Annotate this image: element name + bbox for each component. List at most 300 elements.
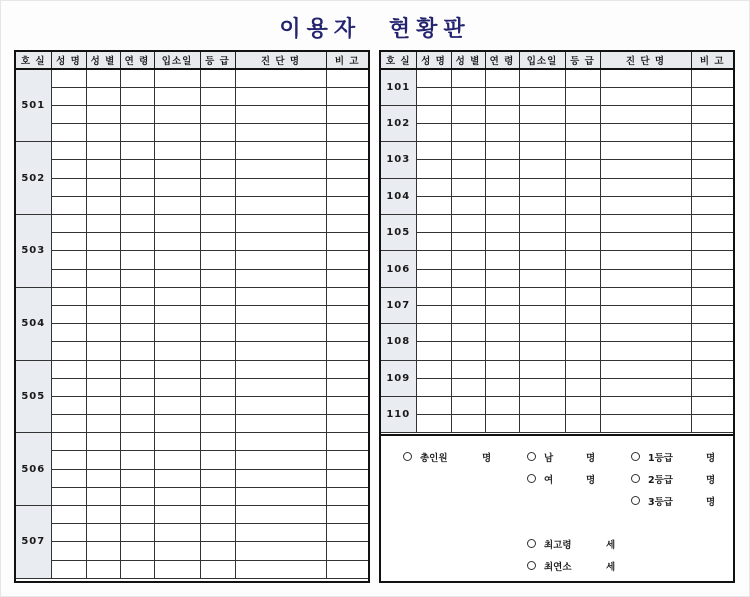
entry-cell[interactable]	[451, 360, 485, 378]
checkbox-circle-icon[interactable]	[527, 474, 536, 483]
entry-cell[interactable]	[120, 360, 154, 378]
entry-cell[interactable]	[86, 305, 120, 323]
checkbox-circle-icon[interactable]	[631, 496, 640, 505]
entry-cell[interactable]	[565, 87, 600, 105]
entry-cell[interactable]	[51, 506, 86, 524]
entry-cell[interactable]	[485, 269, 519, 287]
entry-cell[interactable]	[120, 105, 154, 123]
entry-cell[interactable]	[86, 69, 120, 87]
entry-cell[interactable]	[154, 378, 200, 396]
entry-cell[interactable]	[120, 142, 154, 160]
entry-cell[interactable]	[200, 560, 235, 578]
entry-cell[interactable]	[485, 324, 519, 342]
entry-cell[interactable]	[235, 560, 326, 578]
entry-cell[interactable]	[691, 415, 733, 433]
entry-cell[interactable]	[154, 433, 200, 451]
entry-cell[interactable]	[200, 233, 235, 251]
entry-cell[interactable]	[565, 324, 600, 342]
entry-cell[interactable]	[154, 160, 200, 178]
entry-cell[interactable]	[416, 287, 451, 305]
entry-cell[interactable]	[451, 160, 485, 178]
entry-cell[interactable]	[326, 342, 368, 360]
entry-cell[interactable]	[691, 305, 733, 323]
entry-cell[interactable]	[86, 524, 120, 542]
entry-cell[interactable]	[600, 251, 691, 269]
entry-cell[interactable]	[200, 124, 235, 142]
entry-cell[interactable]	[519, 233, 565, 251]
entry-cell[interactable]	[154, 542, 200, 560]
entry-cell[interactable]	[451, 305, 485, 323]
entry-cell[interactable]	[416, 69, 451, 87]
entry-cell[interactable]	[519, 269, 565, 287]
entry-cell[interactable]	[154, 196, 200, 214]
entry-cell[interactable]	[485, 415, 519, 433]
entry-cell[interactable]	[416, 251, 451, 269]
entry-cell[interactable]	[51, 269, 86, 287]
entry-cell[interactable]	[519, 324, 565, 342]
entry-cell[interactable]	[691, 287, 733, 305]
entry-cell[interactable]	[120, 305, 154, 323]
entry-cell[interactable]	[416, 378, 451, 396]
checkbox-circle-icon[interactable]	[631, 474, 640, 483]
entry-cell[interactable]	[86, 415, 120, 433]
entry-cell[interactable]	[120, 378, 154, 396]
entry-cell[interactable]	[691, 196, 733, 214]
entry-cell[interactable]	[154, 178, 200, 196]
entry-cell[interactable]	[326, 451, 368, 469]
entry-cell[interactable]	[86, 269, 120, 287]
entry-cell[interactable]	[86, 142, 120, 160]
entry-cell[interactable]	[51, 305, 86, 323]
entry-cell[interactable]	[326, 69, 368, 87]
entry-cell[interactable]	[235, 69, 326, 87]
entry-cell[interactable]	[565, 415, 600, 433]
entry-cell[interactable]	[451, 215, 485, 233]
entry-cell[interactable]	[120, 287, 154, 305]
entry-cell[interactable]	[326, 233, 368, 251]
entry-cell[interactable]	[51, 142, 86, 160]
entry-cell[interactable]	[200, 305, 235, 323]
entry-cell[interactable]	[200, 160, 235, 178]
entry-cell[interactable]	[51, 124, 86, 142]
entry-cell[interactable]	[416, 105, 451, 123]
entry-cell[interactable]	[51, 105, 86, 123]
entry-cell[interactable]	[451, 142, 485, 160]
entry-cell[interactable]	[51, 196, 86, 214]
entry-cell[interactable]	[235, 396, 326, 414]
entry-cell[interactable]	[235, 451, 326, 469]
entry-cell[interactable]	[86, 287, 120, 305]
entry-cell[interactable]	[519, 342, 565, 360]
entry-cell[interactable]	[600, 269, 691, 287]
entry-cell[interactable]	[235, 196, 326, 214]
entry-cell[interactable]	[200, 542, 235, 560]
entry-cell[interactable]	[235, 160, 326, 178]
entry-cell[interactable]	[519, 396, 565, 414]
entry-cell[interactable]	[565, 269, 600, 287]
entry-cell[interactable]	[86, 324, 120, 342]
entry-cell[interactable]	[416, 124, 451, 142]
entry-cell[interactable]	[691, 69, 733, 87]
entry-cell[interactable]	[451, 269, 485, 287]
entry-cell[interactable]	[235, 433, 326, 451]
entry-cell[interactable]	[235, 124, 326, 142]
entry-cell[interactable]	[565, 360, 600, 378]
entry-cell[interactable]	[200, 142, 235, 160]
entry-cell[interactable]	[51, 487, 86, 505]
entry-cell[interactable]	[86, 542, 120, 560]
entry-cell[interactable]	[120, 233, 154, 251]
entry-cell[interactable]	[416, 196, 451, 214]
entry-cell[interactable]	[326, 396, 368, 414]
entry-cell[interactable]	[326, 269, 368, 287]
entry-cell[interactable]	[51, 160, 86, 178]
entry-cell[interactable]	[485, 87, 519, 105]
entry-cell[interactable]	[600, 378, 691, 396]
entry-cell[interactable]	[120, 269, 154, 287]
entry-cell[interactable]	[416, 415, 451, 433]
entry-cell[interactable]	[120, 433, 154, 451]
entry-cell[interactable]	[451, 196, 485, 214]
entry-cell[interactable]	[120, 487, 154, 505]
entry-cell[interactable]	[235, 178, 326, 196]
entry-cell[interactable]	[451, 324, 485, 342]
entry-cell[interactable]	[51, 287, 86, 305]
entry-cell[interactable]	[86, 124, 120, 142]
entry-cell[interactable]	[565, 251, 600, 269]
entry-cell[interactable]	[154, 251, 200, 269]
entry-cell[interactable]	[86, 378, 120, 396]
entry-cell[interactable]	[86, 506, 120, 524]
entry-cell[interactable]	[519, 415, 565, 433]
entry-cell[interactable]	[154, 396, 200, 414]
entry-cell[interactable]	[120, 342, 154, 360]
entry-cell[interactable]	[565, 69, 600, 87]
entry-cell[interactable]	[326, 560, 368, 578]
entry-cell[interactable]	[565, 178, 600, 196]
entry-cell[interactable]	[519, 251, 565, 269]
entry-cell[interactable]	[691, 160, 733, 178]
entry-cell[interactable]	[326, 415, 368, 433]
entry-cell[interactable]	[86, 251, 120, 269]
entry-cell[interactable]	[416, 215, 451, 233]
entry-cell[interactable]	[235, 542, 326, 560]
entry-cell[interactable]	[154, 560, 200, 578]
entry-cell[interactable]	[600, 196, 691, 214]
entry-cell[interactable]	[600, 287, 691, 305]
entry-cell[interactable]	[600, 233, 691, 251]
entry-cell[interactable]	[235, 342, 326, 360]
entry-cell[interactable]	[565, 378, 600, 396]
entry-cell[interactable]	[51, 469, 86, 487]
entry-cell[interactable]	[326, 87, 368, 105]
entry-cell[interactable]	[600, 142, 691, 160]
entry-cell[interactable]	[120, 124, 154, 142]
entry-cell[interactable]	[326, 487, 368, 505]
entry-cell[interactable]	[600, 324, 691, 342]
entry-cell[interactable]	[235, 469, 326, 487]
entry-cell[interactable]	[86, 87, 120, 105]
checkbox-circle-icon[interactable]	[527, 452, 536, 461]
entry-cell[interactable]	[485, 196, 519, 214]
entry-cell[interactable]	[200, 324, 235, 342]
entry-cell[interactable]	[200, 487, 235, 505]
entry-cell[interactable]	[86, 360, 120, 378]
entry-cell[interactable]	[51, 360, 86, 378]
entry-cell[interactable]	[120, 215, 154, 233]
entry-cell[interactable]	[485, 378, 519, 396]
entry-cell[interactable]	[416, 324, 451, 342]
entry-cell[interactable]	[451, 178, 485, 196]
entry-cell[interactable]	[416, 360, 451, 378]
entry-cell[interactable]	[154, 305, 200, 323]
entry-cell[interactable]	[326, 524, 368, 542]
entry-cell[interactable]	[51, 396, 86, 414]
entry-cell[interactable]	[691, 324, 733, 342]
entry-cell[interactable]	[154, 360, 200, 378]
entry-cell[interactable]	[51, 560, 86, 578]
entry-cell[interactable]	[235, 287, 326, 305]
entry-cell[interactable]	[519, 69, 565, 87]
entry-cell[interactable]	[86, 396, 120, 414]
entry-cell[interactable]	[326, 305, 368, 323]
entry-cell[interactable]	[519, 87, 565, 105]
entry-cell[interactable]	[691, 215, 733, 233]
entry-cell[interactable]	[485, 251, 519, 269]
entry-cell[interactable]	[154, 487, 200, 505]
entry-cell[interactable]	[51, 87, 86, 105]
entry-cell[interactable]	[86, 342, 120, 360]
entry-cell[interactable]	[154, 142, 200, 160]
entry-cell[interactable]	[416, 396, 451, 414]
entry-cell[interactable]	[235, 269, 326, 287]
entry-cell[interactable]	[326, 105, 368, 123]
entry-cell[interactable]	[154, 69, 200, 87]
entry-cell[interactable]	[51, 342, 86, 360]
entry-cell[interactable]	[86, 433, 120, 451]
entry-cell[interactable]	[451, 251, 485, 269]
entry-cell[interactable]	[86, 560, 120, 578]
entry-cell[interactable]	[451, 342, 485, 360]
entry-cell[interactable]	[416, 178, 451, 196]
entry-cell[interactable]	[51, 524, 86, 542]
entry-cell[interactable]	[451, 378, 485, 396]
entry-cell[interactable]	[485, 178, 519, 196]
entry-cell[interactable]	[200, 469, 235, 487]
entry-cell[interactable]	[416, 269, 451, 287]
entry-cell[interactable]	[200, 360, 235, 378]
checkbox-circle-icon[interactable]	[527, 539, 536, 548]
entry-cell[interactable]	[120, 506, 154, 524]
entry-cell[interactable]	[326, 378, 368, 396]
entry-cell[interactable]	[565, 215, 600, 233]
entry-cell[interactable]	[86, 105, 120, 123]
entry-cell[interactable]	[51, 378, 86, 396]
entry-cell[interactable]	[154, 269, 200, 287]
entry-cell[interactable]	[326, 178, 368, 196]
entry-cell[interactable]	[691, 378, 733, 396]
entry-cell[interactable]	[600, 178, 691, 196]
entry-cell[interactable]	[51, 324, 86, 342]
entry-cell[interactable]	[154, 451, 200, 469]
entry-cell[interactable]	[485, 233, 519, 251]
entry-cell[interactable]	[235, 524, 326, 542]
entry-cell[interactable]	[120, 69, 154, 87]
entry-cell[interactable]	[235, 487, 326, 505]
entry-cell[interactable]	[565, 124, 600, 142]
entry-cell[interactable]	[485, 142, 519, 160]
entry-cell[interactable]	[326, 542, 368, 560]
entry-cell[interactable]	[326, 142, 368, 160]
entry-cell[interactable]	[600, 342, 691, 360]
entry-cell[interactable]	[235, 506, 326, 524]
entry-cell[interactable]	[326, 287, 368, 305]
entry-cell[interactable]	[120, 560, 154, 578]
entry-cell[interactable]	[200, 433, 235, 451]
entry-cell[interactable]	[565, 342, 600, 360]
entry-cell[interactable]	[485, 360, 519, 378]
entry-cell[interactable]	[86, 233, 120, 251]
entry-cell[interactable]	[326, 469, 368, 487]
entry-cell[interactable]	[200, 451, 235, 469]
entry-cell[interactable]	[565, 105, 600, 123]
entry-cell[interactable]	[485, 215, 519, 233]
entry-cell[interactable]	[600, 87, 691, 105]
entry-cell[interactable]	[200, 215, 235, 233]
entry-cell[interactable]	[235, 215, 326, 233]
entry-cell[interactable]	[86, 487, 120, 505]
entry-cell[interactable]	[154, 233, 200, 251]
entry-cell[interactable]	[600, 160, 691, 178]
entry-cell[interactable]	[519, 124, 565, 142]
entry-cell[interactable]	[120, 87, 154, 105]
entry-cell[interactable]	[416, 87, 451, 105]
entry-cell[interactable]	[154, 124, 200, 142]
entry-cell[interactable]	[691, 269, 733, 287]
entry-cell[interactable]	[485, 105, 519, 123]
entry-cell[interactable]	[154, 324, 200, 342]
entry-cell[interactable]	[691, 87, 733, 105]
entry-cell[interactable]	[51, 69, 86, 87]
entry-cell[interactable]	[200, 524, 235, 542]
entry-cell[interactable]	[565, 142, 600, 160]
entry-cell[interactable]	[451, 69, 485, 87]
entry-cell[interactable]	[565, 305, 600, 323]
entry-cell[interactable]	[235, 305, 326, 323]
entry-cell[interactable]	[600, 360, 691, 378]
entry-cell[interactable]	[326, 360, 368, 378]
entry-cell[interactable]	[519, 178, 565, 196]
entry-cell[interactable]	[200, 87, 235, 105]
entry-cell[interactable]	[51, 178, 86, 196]
entry-cell[interactable]	[86, 160, 120, 178]
entry-cell[interactable]	[519, 196, 565, 214]
entry-cell[interactable]	[235, 233, 326, 251]
entry-cell[interactable]	[519, 378, 565, 396]
entry-cell[interactable]	[154, 287, 200, 305]
entry-cell[interactable]	[326, 324, 368, 342]
entry-cell[interactable]	[120, 160, 154, 178]
entry-cell[interactable]	[154, 506, 200, 524]
entry-cell[interactable]	[154, 215, 200, 233]
entry-cell[interactable]	[691, 396, 733, 414]
entry-cell[interactable]	[120, 178, 154, 196]
checkbox-circle-icon[interactable]	[527, 561, 536, 570]
entry-cell[interactable]	[600, 415, 691, 433]
entry-cell[interactable]	[120, 542, 154, 560]
entry-cell[interactable]	[451, 396, 485, 414]
entry-cell[interactable]	[200, 105, 235, 123]
entry-cell[interactable]	[235, 360, 326, 378]
entry-cell[interactable]	[485, 69, 519, 87]
entry-cell[interactable]	[416, 342, 451, 360]
entry-cell[interactable]	[86, 196, 120, 214]
entry-cell[interactable]	[519, 160, 565, 178]
entry-cell[interactable]	[485, 305, 519, 323]
entry-cell[interactable]	[519, 305, 565, 323]
entry-cell[interactable]	[600, 215, 691, 233]
entry-cell[interactable]	[691, 178, 733, 196]
entry-cell[interactable]	[51, 542, 86, 560]
entry-cell[interactable]	[86, 469, 120, 487]
entry-cell[interactable]	[416, 160, 451, 178]
entry-cell[interactable]	[120, 196, 154, 214]
entry-cell[interactable]	[691, 360, 733, 378]
entry-cell[interactable]	[154, 105, 200, 123]
entry-cell[interactable]	[154, 87, 200, 105]
entry-cell[interactable]	[565, 233, 600, 251]
entry-cell[interactable]	[200, 287, 235, 305]
entry-cell[interactable]	[51, 233, 86, 251]
entry-cell[interactable]	[200, 378, 235, 396]
entry-cell[interactable]	[565, 160, 600, 178]
entry-cell[interactable]	[235, 142, 326, 160]
entry-cell[interactable]	[154, 342, 200, 360]
entry-cell[interactable]	[326, 506, 368, 524]
entry-cell[interactable]	[200, 269, 235, 287]
entry-cell[interactable]	[326, 196, 368, 214]
entry-cell[interactable]	[120, 415, 154, 433]
entry-cell[interactable]	[451, 233, 485, 251]
entry-cell[interactable]	[691, 142, 733, 160]
entry-cell[interactable]	[451, 105, 485, 123]
entry-cell[interactable]	[51, 251, 86, 269]
entry-cell[interactable]	[326, 215, 368, 233]
entry-cell[interactable]	[451, 287, 485, 305]
entry-cell[interactable]	[600, 105, 691, 123]
entry-cell[interactable]	[51, 415, 86, 433]
entry-cell[interactable]	[485, 396, 519, 414]
entry-cell[interactable]	[600, 305, 691, 323]
entry-cell[interactable]	[519, 360, 565, 378]
entry-cell[interactable]	[416, 142, 451, 160]
entry-cell[interactable]	[51, 215, 86, 233]
entry-cell[interactable]	[120, 251, 154, 269]
entry-cell[interactable]	[451, 415, 485, 433]
entry-cell[interactable]	[120, 524, 154, 542]
entry-cell[interactable]	[451, 124, 485, 142]
entry-cell[interactable]	[326, 124, 368, 142]
entry-cell[interactable]	[200, 178, 235, 196]
entry-cell[interactable]	[485, 124, 519, 142]
entry-cell[interactable]	[235, 105, 326, 123]
entry-cell[interactable]	[519, 105, 565, 123]
entry-cell[interactable]	[691, 342, 733, 360]
entry-cell[interactable]	[565, 196, 600, 214]
entry-cell[interactable]	[485, 160, 519, 178]
entry-cell[interactable]	[416, 305, 451, 323]
entry-cell[interactable]	[235, 378, 326, 396]
